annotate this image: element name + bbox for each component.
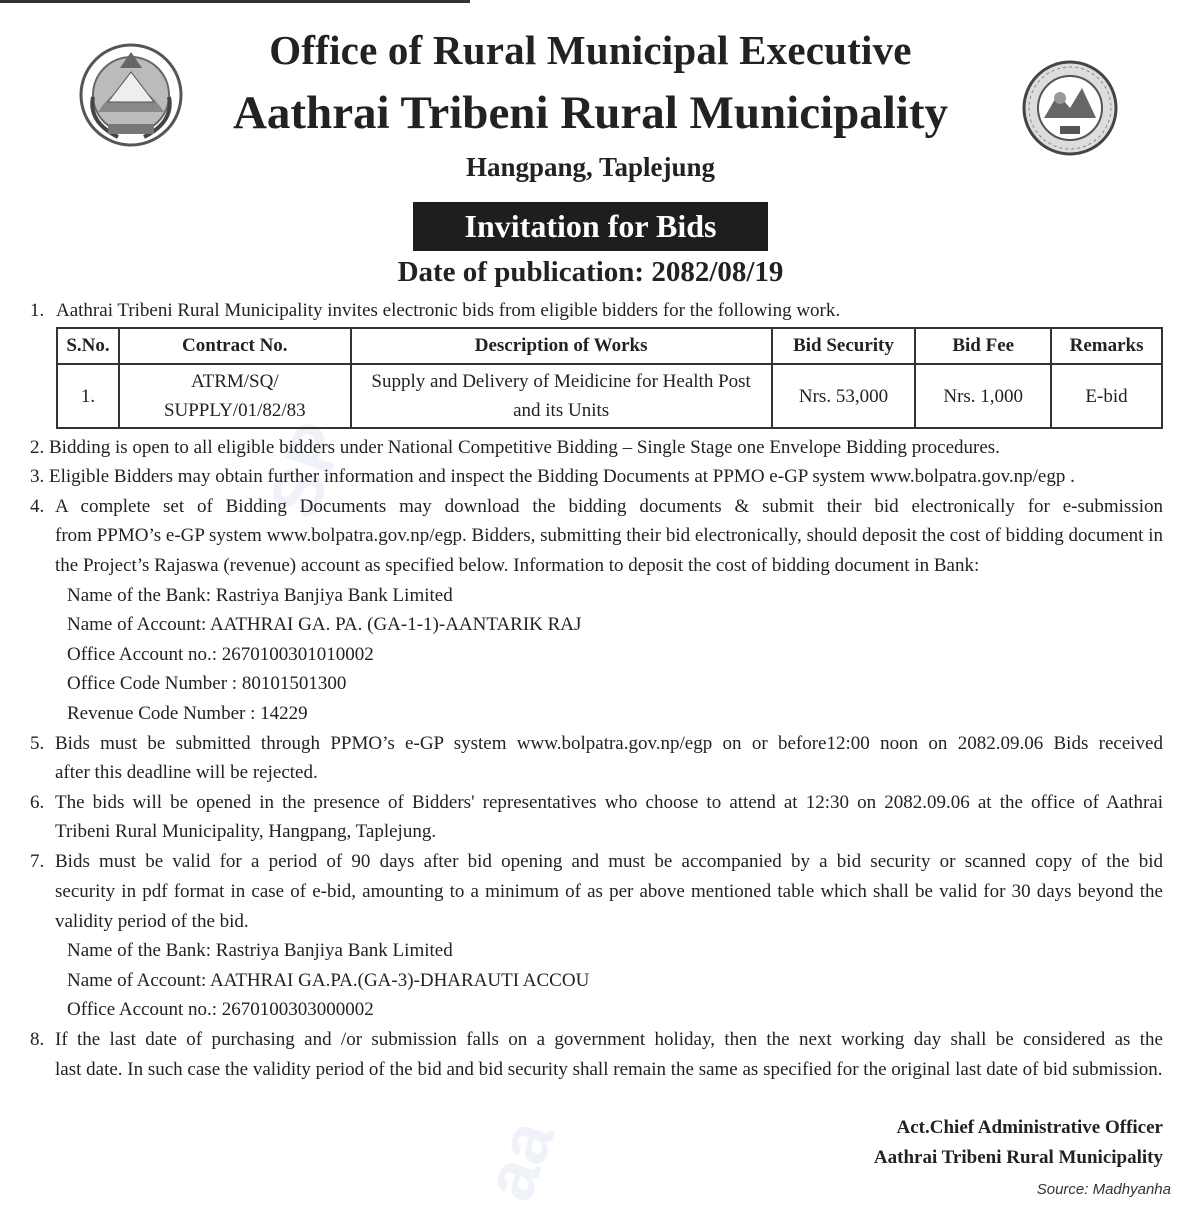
column-header: Contract No. xyxy=(119,328,351,364)
clause-6-body: Tribeni Rural Municipality, Hangpang, Taplejung. xyxy=(55,821,437,842)
column-header: Bid Security xyxy=(772,328,916,364)
cell-sno: 1. xyxy=(57,364,119,428)
clause-7-bank-name: Name of the Bank: Rastriya Banjiya Bank Limited xyxy=(67,940,453,961)
clause-2: 2. Bidding is open to all eligible bidders under National Competitive Bidding – Single Stage one Envelope Bidding procedures. xyxy=(30,437,1000,458)
clause-5-body: after this deadline will be rejected. xyxy=(55,762,318,783)
clause-8-body: last date. In such case the validity period of the bid and bid security shall remain the same as specified for the original last date of bid submission. xyxy=(55,1059,1163,1080)
table-header-row xyxy=(57,328,1162,364)
clause-7-account-name: Name of Account: AATHRAI GA.PA.(GA-3)-DHARAUTI ACCOU xyxy=(67,970,590,991)
clause-5-line-1: Bids must be submitted through PPMO’s e-GP system www.bolpatra.gov.np/egp on or before12:00 noon on 2082.09.06 Bids received xyxy=(55,733,1163,754)
cell-remarks: E-bid xyxy=(1051,364,1162,428)
bid-table xyxy=(56,327,1163,429)
clause-7-body: security in pdf format in case of e-bid, amounting to a minimum of as per above mentioned table which shall be valid for 30 days beyond the validity period of the bid. xyxy=(55,881,1163,932)
clause-4-body: from PPMO’s e-GP system www.bolpatra.gov.np/egp. Bidders, submitting their bid electronically, should deposit the cost of bidding document in the Project’s Rajaswa (revenue) account as specified below. Information to deposit the cost of bidding document in Bank: xyxy=(55,525,1163,576)
contract-line-1: ATRM/SQ/ xyxy=(190,371,279,392)
clause-1-text: Aathrai Tribeni Rural Municipality invites electronic bids from eligible bidders for the following work. xyxy=(56,300,841,321)
publication-date: Date of publication: 2082/08/19 xyxy=(397,256,784,288)
clause-8-number: 8. xyxy=(30,1029,45,1050)
column-header: Remarks xyxy=(1051,328,1162,364)
clause-4-account-no: Office Account no.: 2670100301010002 xyxy=(67,644,374,665)
notice-title: Invitation for Bids xyxy=(464,208,717,244)
clause-4-revenue-code: Revenue Code Number : 14229 xyxy=(67,703,308,724)
clause-4-bank-name: Name of the Bank: Rastriya Banjiya Bank Limited xyxy=(67,585,453,606)
clause-6-number: 6. xyxy=(30,792,45,813)
signatory-title: Act.Chief Administrative Officer xyxy=(896,1117,1163,1138)
cell-bid-fee: Nrs. 1,000 xyxy=(915,364,1051,428)
column-header: Description of Works xyxy=(351,328,772,364)
top-rule xyxy=(0,0,470,3)
clause-6-line-1: The bids will be opened in the presence of Bidders' representatives who choose to attend at 12:30 on 2082.09.06 at the office of Aathrai xyxy=(55,792,1163,813)
clause-7-number: 7. xyxy=(30,851,45,872)
signatory-organization: Aathrai Tribeni Rural Municipality xyxy=(873,1147,1163,1168)
source-credit: Source: Madhyanha xyxy=(1036,1181,1171,1198)
notice-title-banner xyxy=(413,202,768,251)
clause-4-line-1: A complete set of Bidding Documents may download the bidding documents & submit their bid electronically for e-submission xyxy=(55,496,1163,517)
clause-7-line-1: Bids must be valid for a period of 90 days after bid opening and must be accompanied by a bid security or scanned copy of the bid xyxy=(55,851,1163,872)
clause-4-account-name: Name of Account: AATHRAI GA. PA. (GA-1-1)-AANTARIK RAJ xyxy=(67,614,582,635)
cell-description xyxy=(351,364,772,428)
watermark: SP xyxy=(254,412,360,528)
clause-3: 3. Eligible Bidders may obtain further information and inspect the Bidding Documents at PPMO e-GP system www.bolpatra.gov.np/egp . xyxy=(30,466,1075,487)
clause-5-number: 5. xyxy=(30,733,45,754)
office-title: Office of Rural Municipal Executive xyxy=(269,27,912,73)
clause-7-account-no: Office Account no.: 2670100303000002 xyxy=(67,999,374,1020)
municipality-title: Aathrai Tribeni Rural Municipality xyxy=(232,87,949,139)
contract-line-2: SUPPLY/01/82/83 xyxy=(163,400,306,421)
clause-1-number: 1. xyxy=(30,300,45,321)
clause-8-line-1: If the last date of purchasing and /or submission falls on a government holiday, then the next working day shall be considered as the xyxy=(55,1029,1163,1050)
description-line-1: Supply and Delivery of Meidicine for Health Post xyxy=(371,371,751,392)
description-line-2: and its Units xyxy=(513,400,610,421)
cell-bid-security: Nrs. 53,000 xyxy=(772,364,916,428)
column-header: S.No. xyxy=(57,328,119,364)
clause-4-number: 4. xyxy=(30,496,45,517)
column-header: Bid Fee xyxy=(915,328,1051,364)
location: Hangpang, Taplejung xyxy=(465,152,716,182)
table-row xyxy=(57,364,1162,428)
watermark: aa xyxy=(468,1110,569,1210)
cell-contract-no xyxy=(119,364,351,428)
clause-4-office-code: Office Code Number : 80101501300 xyxy=(67,673,347,694)
